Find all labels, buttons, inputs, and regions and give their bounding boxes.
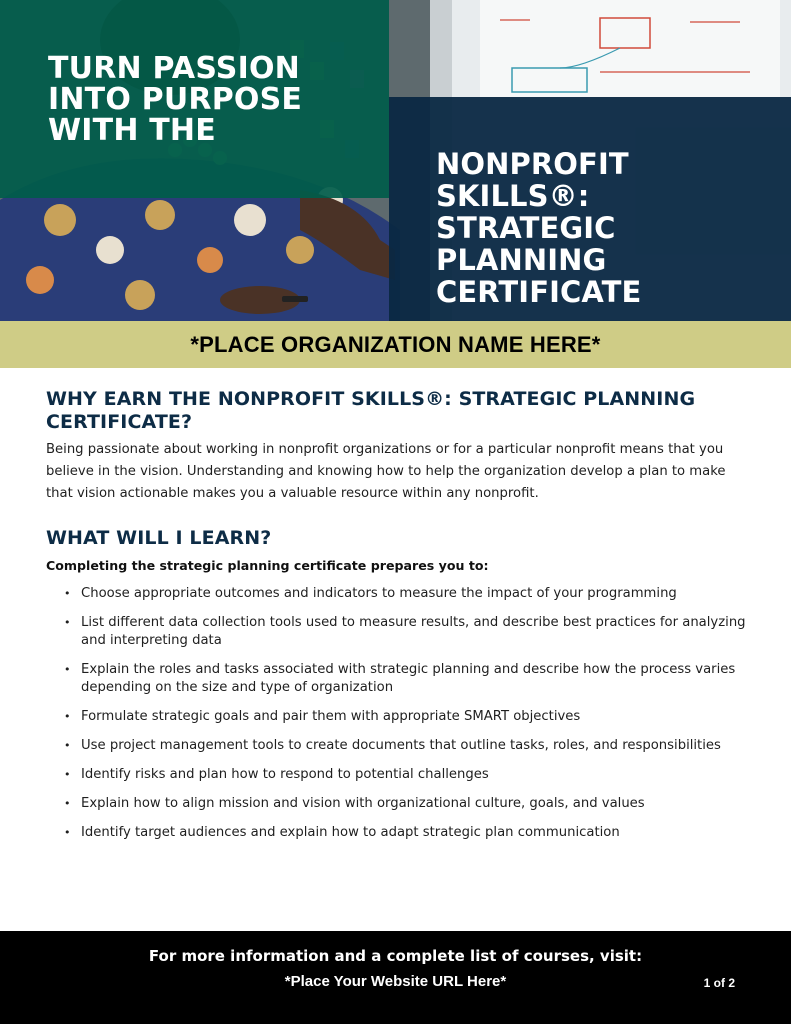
- footer: [0, 931, 791, 1024]
- list-item: [46, 795, 746, 813]
- list-item-text: Explain the roles and tasks associated with strategic planning and describe how the process varies depending on the size and type of organization: [81, 662, 736, 695]
- organization-band: [0, 321, 791, 368]
- bullet-icon: •: [64, 826, 71, 839]
- bullet-icon: •: [64, 768, 71, 781]
- certificate-title: NONPROFIT SKILLS®: STRATEGIC PLANNING CERTIFICATE: [436, 147, 642, 309]
- list-item: [46, 766, 746, 784]
- page-number: 1 of 2: [703, 976, 735, 990]
- list-item-text: Formulate strategic goals and pair them with appropriate SMART objectives: [81, 709, 581, 724]
- bullet-icon: •: [64, 663, 71, 676]
- list-item-text: Explain how to align mission and vision with organizational culture, goals, and values: [81, 796, 645, 811]
- list-item-text: Identify target audiences and explain how to adapt strategic plan communication: [81, 825, 620, 840]
- bullet-icon: •: [64, 710, 71, 723]
- list-item-text: Identify risks and plan how to respond to potential challenges: [81, 767, 489, 782]
- bullet-icon: •: [64, 797, 71, 810]
- bullet-icon: •: [64, 587, 71, 600]
- list-item: [46, 737, 746, 755]
- website-url-link[interactable]: *Place Your Website URL Here*: [284, 973, 507, 990]
- hero-tagline: TURN PASSION INTO PURPOSE WITH THE: [48, 51, 303, 148]
- why-body: Being passionate about working in nonprofit organizations or for a particular nonprofit means that you believe in the vision. Understanding and knowing how to help the organization develop a plan to make that vision actionable makes you a valuable resource within any nonprofit.: [46, 442, 726, 501]
- organization-name: *PLACE ORGANIZATION NAME HERE*: [190, 331, 601, 357]
- list-item-text: Choose appropriate outcomes and indicators to measure the impact of your programming: [81, 586, 677, 601]
- list-item-text: Use project management tools to create documents that outline tasks, roles, and responsibilities: [81, 738, 721, 753]
- why-heading: WHY EARN THE NONPROFIT SKILLS®: STRATEGIC PLANNING CERTIFICATE?: [46, 388, 696, 433]
- footer-info-text: For more information and a complete list of courses, visit:: [148, 947, 643, 965]
- learning-outcomes-list: [46, 585, 746, 842]
- bullet-icon: •: [64, 616, 71, 629]
- list-item: [46, 708, 746, 726]
- bullet-icon: •: [64, 739, 71, 752]
- list-item: [46, 585, 746, 603]
- list-item: [46, 661, 746, 697]
- list-item-text: List different data collection tools used to measure results, and describe best practices for analyzing and interpreting data: [81, 615, 746, 648]
- learn-lead: Completing the strategic planning certificate prepares you to:: [46, 558, 489, 573]
- list-item: [46, 824, 746, 842]
- hero-banner: [0, 0, 791, 321]
- learn-heading: WHAT WILL I LEARN?: [46, 527, 272, 549]
- list-item: [46, 614, 746, 650]
- main-content: [46, 388, 746, 853]
